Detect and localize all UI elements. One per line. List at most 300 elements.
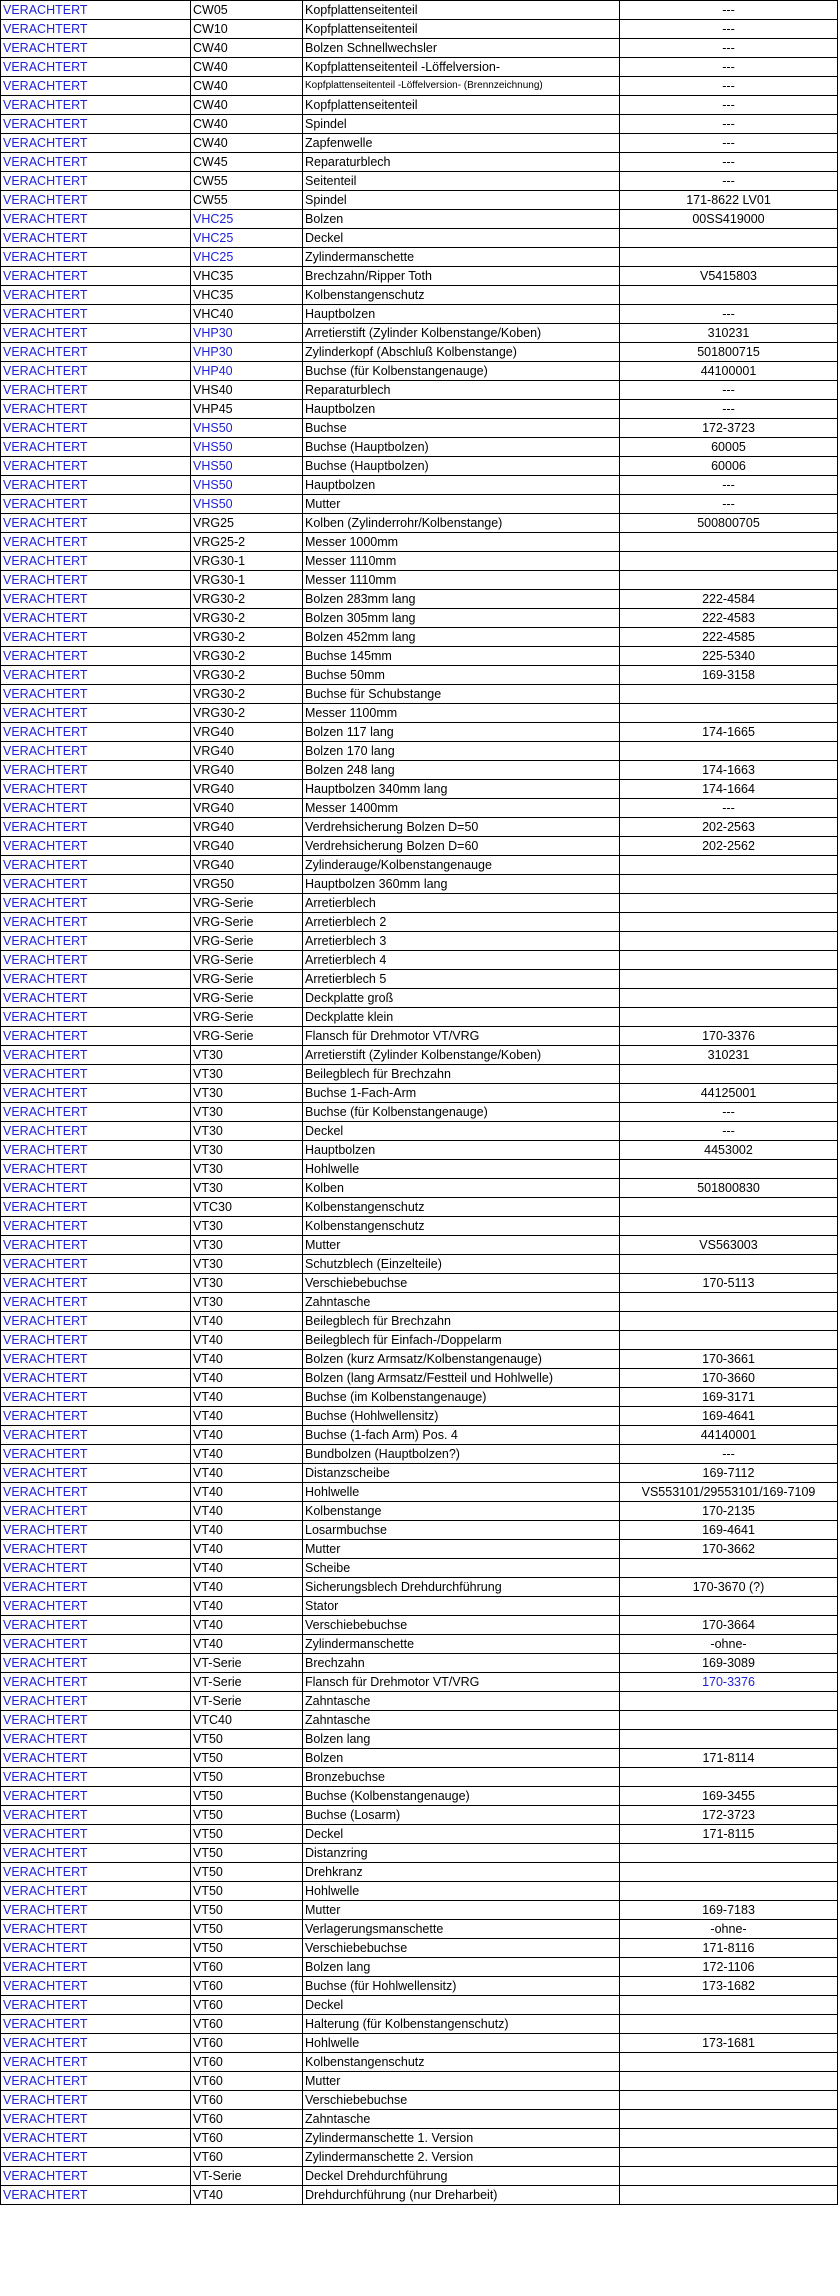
description-cell: Buchse (für Kolbenstangenauge)	[303, 362, 620, 381]
model-cell: VT50	[191, 1863, 303, 1882]
manufacturer-cell: VERACHTERT	[1, 1597, 191, 1616]
part-number-cell	[620, 932, 838, 951]
part-number-cell	[620, 685, 838, 704]
table-row	[1, 723, 838, 742]
part-number-cell: 169-3455	[620, 1787, 838, 1806]
part-number-cell	[620, 1692, 838, 1711]
description-cell: Mutter	[303, 495, 620, 514]
manufacturer-cell: VERACHTERT	[1, 2053, 191, 2072]
description-cell: Arretierblech 3	[303, 932, 620, 951]
model-cell: VT60	[191, 2072, 303, 2091]
table-row	[1, 1084, 838, 1103]
part-number-cell	[620, 1730, 838, 1749]
manufacturer-cell: VERACHTERT	[1, 2072, 191, 2091]
part-number-cell: 173-1682	[620, 1977, 838, 1996]
table-row	[1, 134, 838, 153]
description-cell: Drehdurchführung (nur Dreharbeit)	[303, 2186, 620, 2205]
table-row	[1, 1958, 838, 1977]
model-cell: VT50	[191, 1806, 303, 1825]
model-cell: VHP40	[191, 362, 303, 381]
description-cell: Mutter	[303, 1901, 620, 1920]
model-cell: VRG30-2	[191, 609, 303, 628]
part-number-cell	[620, 856, 838, 875]
manufacturer-cell: VERACHTERT	[1, 457, 191, 476]
model-cell: VHC35	[191, 286, 303, 305]
model-cell: VT50	[191, 1730, 303, 1749]
part-number-cell: 310231	[620, 1046, 838, 1065]
description-cell: Kolbenstangenschutz	[303, 1217, 620, 1236]
table-row	[1, 2072, 838, 2091]
description-cell: Arretierblech	[303, 894, 620, 913]
model-cell: CW55	[191, 191, 303, 210]
table-row	[1, 1939, 838, 1958]
table-row	[1, 894, 838, 913]
model-cell: VT50	[191, 1920, 303, 1939]
table-row	[1, 799, 838, 818]
part-number-cell: ---	[620, 58, 838, 77]
model-cell: VRG40	[191, 780, 303, 799]
table-row	[1, 362, 838, 381]
manufacturer-cell: VERACHTERT	[1, 1122, 191, 1141]
manufacturer-cell: VERACHTERT	[1, 248, 191, 267]
manufacturer-cell: VERACHTERT	[1, 1445, 191, 1464]
manufacturer-cell: VERACHTERT	[1, 1065, 191, 1084]
description-cell: Sicherungsblech Drehdurchführung	[303, 1578, 620, 1597]
table-row	[1, 780, 838, 799]
table-row	[1, 1464, 838, 1483]
table-row	[1, 1407, 838, 1426]
description-cell: Bolzen lang	[303, 1730, 620, 1749]
part-number-cell	[620, 552, 838, 571]
model-cell: VRG40	[191, 837, 303, 856]
part-number-cell	[620, 704, 838, 723]
part-number-cell	[620, 1597, 838, 1616]
manufacturer-cell: VERACHTERT	[1, 647, 191, 666]
part-number-cell: 170-3661	[620, 1350, 838, 1369]
table-row	[1, 1502, 838, 1521]
part-number-cell: 171-8116	[620, 1939, 838, 1958]
manufacturer-cell: VERACHTERT	[1, 951, 191, 970]
table-row	[1, 343, 838, 362]
part-number-cell: 225-5340	[620, 647, 838, 666]
manufacturer-cell: VERACHTERT	[1, 20, 191, 39]
part-number-cell: 501800830	[620, 1179, 838, 1198]
model-cell: VRG30-2	[191, 685, 303, 704]
part-number-cell: 169-4641	[620, 1521, 838, 1540]
part-number-cell: 501800715	[620, 343, 838, 362]
model-cell: VT50	[191, 1939, 303, 1958]
description-cell: Beilegblech für Einfach-/Doppelarm	[303, 1331, 620, 1350]
manufacturer-cell: VERACHTERT	[1, 1882, 191, 1901]
model-cell: VRG30-1	[191, 571, 303, 590]
description-cell: Brechzahn/Ripper Toth	[303, 267, 620, 286]
table-row	[1, 2129, 838, 2148]
description-cell: Bolzen Schnellwechsler	[303, 39, 620, 58]
manufacturer-cell: VERACHTERT	[1, 818, 191, 837]
table-row	[1, 951, 838, 970]
part-number-cell: 172-3723	[620, 419, 838, 438]
manufacturer-cell: VERACHTERT	[1, 1388, 191, 1407]
table-row	[1, 58, 838, 77]
manufacturer-cell: VERACHTERT	[1, 628, 191, 647]
manufacturer-cell: VERACHTERT	[1, 856, 191, 875]
description-cell: Bolzen	[303, 210, 620, 229]
table-row	[1, 1331, 838, 1350]
part-number-cell: ---	[620, 305, 838, 324]
manufacturer-cell: VERACHTERT	[1, 2091, 191, 2110]
manufacturer-cell: VERACHTERT	[1, 666, 191, 685]
part-number-cell	[620, 913, 838, 932]
description-cell: Hauptbolzen 360mm lang	[303, 875, 620, 894]
manufacturer-cell: VERACHTERT	[1, 400, 191, 419]
table-row	[1, 476, 838, 495]
description-cell: Reparaturblech	[303, 153, 620, 172]
description-cell: Deckel	[303, 229, 620, 248]
manufacturer-cell: VERACHTERT	[1, 1293, 191, 1312]
part-number-cell: ---	[620, 134, 838, 153]
model-cell: VRG50	[191, 875, 303, 894]
description-cell: Arretierblech 5	[303, 970, 620, 989]
part-number-cell: 60006	[620, 457, 838, 476]
description-cell: Bolzen 170 lang	[303, 742, 620, 761]
part-number-cell: 170-3376	[620, 1027, 838, 1046]
table-row	[1, 210, 838, 229]
description-cell: Messer 1110mm	[303, 571, 620, 590]
model-cell: CW45	[191, 153, 303, 172]
model-cell: VRG-Serie	[191, 1008, 303, 1027]
part-number-cell	[620, 1711, 838, 1730]
manufacturer-cell: VERACHTERT	[1, 134, 191, 153]
model-cell: CW40	[191, 39, 303, 58]
model-cell: VT-Serie	[191, 1692, 303, 1711]
part-number-cell	[620, 989, 838, 1008]
model-cell: VT40	[191, 1464, 303, 1483]
table-row	[1, 628, 838, 647]
model-cell: VT60	[191, 2015, 303, 2034]
part-number-cell	[620, 1255, 838, 1274]
table-row	[1, 1255, 838, 1274]
part-number-cell: 170-3376	[620, 1673, 838, 1692]
part-number-cell: 174-1665	[620, 723, 838, 742]
model-cell: VT50	[191, 1768, 303, 1787]
model-cell: VT30	[191, 1122, 303, 1141]
manufacturer-cell: VERACHTERT	[1, 1844, 191, 1863]
model-cell: VT40	[191, 1616, 303, 1635]
model-cell: CW10	[191, 20, 303, 39]
description-cell: Verschiebebuchse	[303, 1616, 620, 1635]
description-cell: Bolzen 117 lang	[303, 723, 620, 742]
table-row	[1, 1388, 838, 1407]
table-row	[1, 1350, 838, 1369]
model-cell: VT60	[191, 2091, 303, 2110]
part-number-cell: ---	[620, 172, 838, 191]
description-cell: Bolzen (kurz Armsatz/Kolbenstangenauge)	[303, 1350, 620, 1369]
part-number-cell: 4453002	[620, 1141, 838, 1160]
table-row	[1, 1312, 838, 1331]
model-cell: VRG40	[191, 856, 303, 875]
manufacturer-cell: VERACHTERT	[1, 685, 191, 704]
description-cell: Kopfplattenseitenteil -Löffelversion- (Brennzeichnung)	[303, 77, 620, 96]
model-cell: VT40	[191, 1521, 303, 1540]
model-cell: CW40	[191, 134, 303, 153]
table-row	[1, 1825, 838, 1844]
description-cell: Kolbenstangenschutz	[303, 2053, 620, 2072]
model-cell: VHS50	[191, 438, 303, 457]
description-cell: Mutter	[303, 1540, 620, 1559]
manufacturer-cell: VERACHTERT	[1, 305, 191, 324]
table-row	[1, 1540, 838, 1559]
model-cell: VT40	[191, 1426, 303, 1445]
table-row	[1, 1445, 838, 1464]
part-number-cell: ---	[620, 115, 838, 134]
model-cell: CW55	[191, 172, 303, 191]
table-row	[1, 305, 838, 324]
part-number-cell: ---	[620, 799, 838, 818]
table-row	[1, 1673, 838, 1692]
manufacturer-cell: VERACHTERT	[1, 2186, 191, 2205]
manufacturer-cell: VERACHTERT	[1, 1464, 191, 1483]
table-row	[1, 495, 838, 514]
part-number-cell	[620, 1559, 838, 1578]
description-cell: Brechzahn	[303, 1654, 620, 1673]
table-row	[1, 1103, 838, 1122]
manufacturer-cell: VERACHTERT	[1, 1901, 191, 1920]
table-row	[1, 2110, 838, 2129]
model-cell: VHS50	[191, 495, 303, 514]
table-row	[1, 1369, 838, 1388]
manufacturer-cell: VERACHTERT	[1, 362, 191, 381]
model-cell: VT30	[191, 1217, 303, 1236]
description-cell: Bronzebuchse	[303, 1768, 620, 1787]
table-row	[1, 1293, 838, 1312]
model-cell: VRG30-2	[191, 666, 303, 685]
description-cell: Deckel Drehdurchführung	[303, 2167, 620, 2186]
description-cell: Reparaturblech	[303, 381, 620, 400]
table-row	[1, 609, 838, 628]
model-cell: VRG30-2	[191, 590, 303, 609]
description-cell: Distanzscheibe	[303, 1464, 620, 1483]
part-number-cell: ---	[620, 20, 838, 39]
table-row	[1, 172, 838, 191]
table-row	[1, 457, 838, 476]
description-cell: Hauptbolzen	[303, 476, 620, 495]
part-number-cell: ---	[620, 153, 838, 172]
model-cell: VT30	[191, 1160, 303, 1179]
manufacturer-cell: VERACHTERT	[1, 894, 191, 913]
description-cell: Verdrehsicherung Bolzen D=50	[303, 818, 620, 837]
table-row	[1, 1236, 838, 1255]
manufacturer-cell: VERACHTERT	[1, 723, 191, 742]
part-number-cell	[620, 229, 838, 248]
manufacturer-cell: VERACHTERT	[1, 324, 191, 343]
description-cell: Verschiebebuchse	[303, 2091, 620, 2110]
model-cell: VT40	[191, 1350, 303, 1369]
manufacturer-cell: VERACHTERT	[1, 2015, 191, 2034]
description-cell: Verschiebebuchse	[303, 1274, 620, 1293]
part-number-cell	[620, 571, 838, 590]
model-cell: VT40	[191, 1388, 303, 1407]
manufacturer-cell: VERACHTERT	[1, 286, 191, 305]
manufacturer-cell: VERACHTERT	[1, 1635, 191, 1654]
description-cell: Hohlwelle	[303, 1882, 620, 1901]
part-number-cell: 171-8114	[620, 1749, 838, 1768]
part-number-cell: 170-5113	[620, 1274, 838, 1293]
model-cell: VT40	[191, 1597, 303, 1616]
description-cell: Messer 1400mm	[303, 799, 620, 818]
manufacturer-cell: VERACHTERT	[1, 495, 191, 514]
part-number-cell	[620, 2091, 838, 2110]
model-cell: VHS50	[191, 419, 303, 438]
part-number-cell: 169-3089	[620, 1654, 838, 1673]
table-row	[1, 666, 838, 685]
manufacturer-cell: VERACHTERT	[1, 1046, 191, 1065]
part-number-cell: VS553101/29553101/169-7109	[620, 1483, 838, 1502]
model-cell: VTC40	[191, 1711, 303, 1730]
part-number-cell: 222-4584	[620, 590, 838, 609]
description-cell: Verlagerungsmanschette	[303, 1920, 620, 1939]
model-cell: VT40	[191, 1540, 303, 1559]
model-cell: VT30	[191, 1141, 303, 1160]
table-row	[1, 1559, 838, 1578]
description-cell: Buchse (Hohlwellensitz)	[303, 1407, 620, 1426]
model-cell: VT40	[191, 1331, 303, 1350]
model-cell: VT-Serie	[191, 2167, 303, 2186]
table-row	[1, 1046, 838, 1065]
table-row	[1, 2186, 838, 2205]
description-cell: Deckel	[303, 1122, 620, 1141]
description-cell: Messer 1100mm	[303, 704, 620, 723]
model-cell: VRG25-2	[191, 533, 303, 552]
model-cell: VRG40	[191, 761, 303, 780]
description-cell: Kopfplattenseitenteil -Löffelversion-	[303, 58, 620, 77]
table-row	[1, 1768, 838, 1787]
manufacturer-cell: VERACHTERT	[1, 2110, 191, 2129]
model-cell: VT60	[191, 2148, 303, 2167]
manufacturer-cell: VERACHTERT	[1, 172, 191, 191]
model-cell: VT40	[191, 1559, 303, 1578]
manufacturer-cell: VERACHTERT	[1, 2167, 191, 2186]
table-row	[1, 153, 838, 172]
manufacturer-cell: VERACHTERT	[1, 2129, 191, 2148]
part-number-cell	[620, 2053, 838, 2072]
manufacturer-cell: VERACHTERT	[1, 1141, 191, 1160]
table-row	[1, 381, 838, 400]
table-row	[1, 1996, 838, 2015]
description-cell: Kopfplattenseitenteil	[303, 20, 620, 39]
manufacturer-cell: VERACHTERT	[1, 533, 191, 552]
part-number-cell	[620, 1996, 838, 2015]
part-number-cell: 171-8115	[620, 1825, 838, 1844]
part-number-cell: ---	[620, 381, 838, 400]
table-row	[1, 1616, 838, 1635]
manufacturer-cell: VERACHTERT	[1, 742, 191, 761]
manufacturer-cell: VERACHTERT	[1, 1274, 191, 1293]
description-cell: Zapfenwelle	[303, 134, 620, 153]
table-row	[1, 229, 838, 248]
part-number-cell: 202-2562	[620, 837, 838, 856]
manufacturer-cell: VERACHTERT	[1, 1749, 191, 1768]
model-cell: CW05	[191, 1, 303, 20]
part-number-cell	[620, 1863, 838, 1882]
model-cell: VHC35	[191, 267, 303, 286]
manufacturer-cell: VERACHTERT	[1, 1407, 191, 1426]
model-cell: VT60	[191, 1977, 303, 1996]
manufacturer-cell: VERACHTERT	[1, 1863, 191, 1882]
description-cell: Kopfplattenseitenteil	[303, 1, 620, 20]
manufacturer-cell: VERACHTERT	[1, 970, 191, 989]
table-row	[1, 989, 838, 1008]
part-number-cell: 171-8622 LV01	[620, 191, 838, 210]
part-number-cell: ---	[620, 495, 838, 514]
description-cell: Buchse	[303, 419, 620, 438]
description-cell: Verschiebebuchse	[303, 1939, 620, 1958]
model-cell: VHP30	[191, 343, 303, 362]
description-cell: Buchse (Hauptbolzen)	[303, 438, 620, 457]
manufacturer-cell: VERACHTERT	[1, 1616, 191, 1635]
manufacturer-cell: VERACHTERT	[1, 1920, 191, 1939]
model-cell: CW40	[191, 115, 303, 134]
part-number-cell: 173-1681	[620, 2034, 838, 2053]
part-number-cell: V5415803	[620, 267, 838, 286]
model-cell: VRG-Serie	[191, 970, 303, 989]
model-cell: VRG40	[191, 799, 303, 818]
description-cell: Zylindermanschette	[303, 1635, 620, 1654]
part-number-cell: ---	[620, 39, 838, 58]
table-row	[1, 1008, 838, 1027]
part-number-cell	[620, 2129, 838, 2148]
description-cell: Zylindermanschette 1. Version	[303, 2129, 620, 2148]
manufacturer-cell: VERACHTERT	[1, 1084, 191, 1103]
manufacturer-cell: VERACHTERT	[1, 989, 191, 1008]
part-number-cell	[620, 1065, 838, 1084]
description-cell: Hohlwelle	[303, 2034, 620, 2053]
model-cell: VHS40	[191, 381, 303, 400]
manufacturer-cell: VERACHTERT	[1, 438, 191, 457]
part-number-cell	[620, 1008, 838, 1027]
table-row	[1, 1654, 838, 1673]
table-row	[1, 647, 838, 666]
manufacturer-cell: VERACHTERT	[1, 1540, 191, 1559]
description-cell: Flansch für Drehmotor VT/VRG	[303, 1673, 620, 1692]
model-cell: VT60	[191, 2034, 303, 2053]
manufacturer-cell: VERACHTERT	[1, 571, 191, 590]
table-row	[1, 1521, 838, 1540]
manufacturer-cell: VERACHTERT	[1, 96, 191, 115]
table-row	[1, 932, 838, 951]
part-number-cell	[620, 742, 838, 761]
table-row	[1, 1920, 838, 1939]
description-cell: Zylinderkopf (Abschluß Kolbenstange)	[303, 343, 620, 362]
description-cell: Flansch für Drehmotor VT/VRG	[303, 1027, 620, 1046]
model-cell: VRG-Serie	[191, 913, 303, 932]
part-number-cell	[620, 1768, 838, 1787]
model-cell: VRG-Serie	[191, 989, 303, 1008]
description-cell: Arretierblech 4	[303, 951, 620, 970]
part-number-cell	[620, 2015, 838, 2034]
manufacturer-cell: VERACHTERT	[1, 1312, 191, 1331]
table-row	[1, 514, 838, 533]
description-cell: Kolbenstangenschutz	[303, 286, 620, 305]
table-row	[1, 267, 838, 286]
model-cell: VT30	[191, 1179, 303, 1198]
description-cell: Deckplatte groß	[303, 989, 620, 1008]
part-number-cell: 44100001	[620, 362, 838, 381]
model-cell: VHS50	[191, 476, 303, 495]
description-cell: Spindel	[303, 115, 620, 134]
manufacturer-cell: VERACHTERT	[1, 1103, 191, 1122]
manufacturer-cell: VERACHTERT	[1, 343, 191, 362]
part-number-cell: 60005	[620, 438, 838, 457]
